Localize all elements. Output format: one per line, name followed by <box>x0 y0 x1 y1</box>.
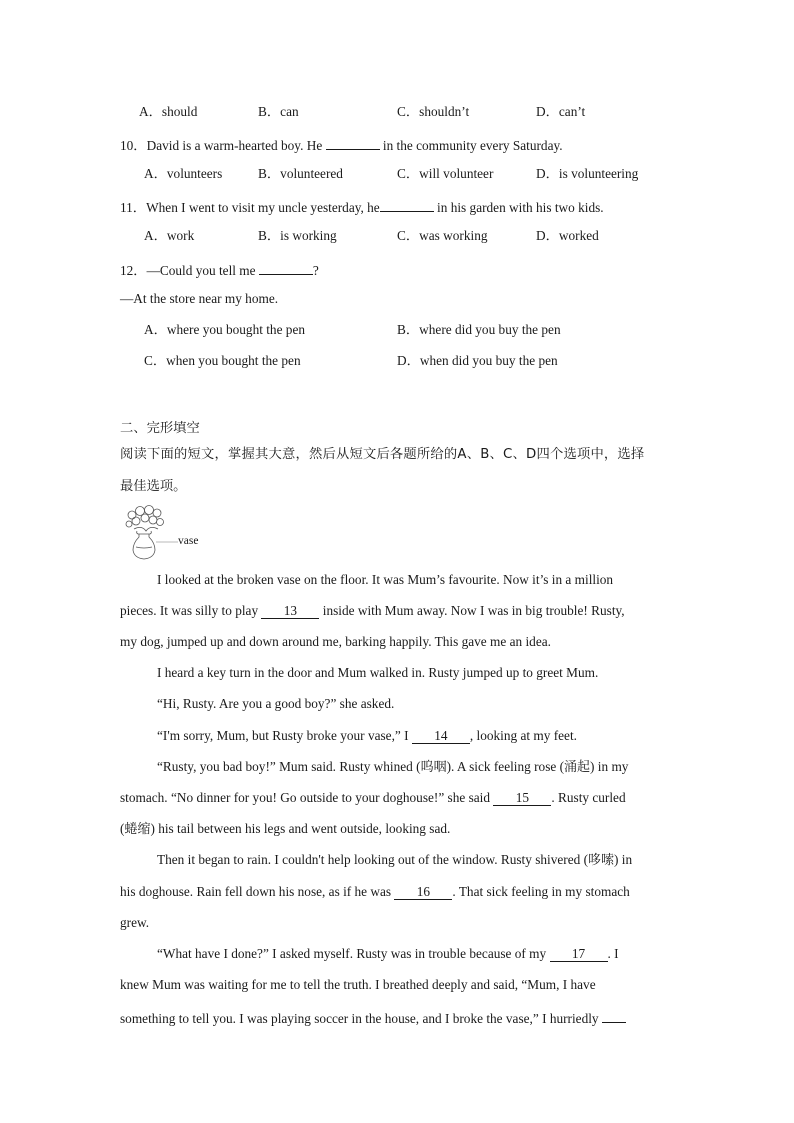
q12-option-c: C．when you bought the pen <box>144 353 301 368</box>
section-title: 二、完形填空 <box>120 421 200 436</box>
gloss-curl: 蜷缩 <box>124 822 151 837</box>
q11-stem <box>120 197 604 216</box>
q11-option-b: B．is working <box>258 228 337 243</box>
passage-text: . I <box>607 946 619 961</box>
q11-blank <box>380 197 434 212</box>
passage-p7-line1 <box>157 946 619 962</box>
q12-option-b: B．where did you buy the pen <box>397 322 561 337</box>
passage-p6-line2 <box>120 884 630 900</box>
passage-p3: “Hi, Rusty. Are you a good boy?” she asked. <box>157 696 395 711</box>
q9-option-d: D．can’t <box>536 104 586 119</box>
gloss-rise: 涌起 <box>564 760 591 775</box>
passage-text: his doghouse. Rain fell down his nose, as if he was <box>120 884 395 899</box>
passage-text: “Rusty, you bad boy!” Mum said. Rusty whined ( <box>157 759 421 774</box>
section-instruction-line1: 阅读下面的短文，掌握其大意，然后从短文后各题所给的A、B、C、D四个选项中，选择 <box>120 447 645 462</box>
q11-option-c: C．was working <box>397 228 488 243</box>
blank-15: 15 <box>493 790 551 806</box>
q9-option-b: B．can <box>258 104 299 119</box>
passage-text: Then it began to rain. I couldn't help looking out of the window. Rusty shivered ( <box>157 852 589 867</box>
q10-option-c: C．will volunteer <box>397 166 494 181</box>
q10-stem-after: in the community every Saturday. <box>379 138 563 153</box>
blank-13: 13 <box>261 603 319 619</box>
passage-text: ) in my <box>590 759 629 774</box>
q9-option-c: C．shouldn’t <box>397 104 470 119</box>
q10-option-b: B．volunteered <box>258 166 343 181</box>
passage-p5-line1 <box>157 759 628 776</box>
q12-blank <box>259 260 313 275</box>
passage-p6-line3: grew. <box>120 915 150 930</box>
q11-stem-after: in his garden with his two kids. <box>433 200 604 215</box>
q10-option-a: A．volunteers <box>144 166 223 181</box>
q9-option-a: A．should <box>139 104 198 119</box>
q10-blank <box>326 135 380 150</box>
blank-18 <box>602 1008 626 1023</box>
passage-p1-line1: I looked at the broken vase on the floor. It was Mum’s favourite. Now it’s in a million <box>157 572 614 587</box>
passage-p2: I heard a key turn in the door and Mum walked in. Rusty jumped up to greet Mum. <box>157 665 599 680</box>
passage-text: . That sick feeling in my stomach <box>452 884 630 899</box>
q10-stem <box>120 135 563 154</box>
q10-stem-before: 10．David is a warm-hearted boy. He <box>120 138 326 153</box>
passage-text: pieces. It was silly to play <box>120 603 262 618</box>
passage-text: stomach. “No dinner for you! Go outside to your doghouse!” she said <box>120 790 494 805</box>
blank-14: 14 <box>412 728 470 744</box>
passage-text: “I'm sorry, Mum, but Rusty broke your vase,” I <box>157 728 412 743</box>
passage-p1-line3: my dog, jumped up and down around me, barking happily. This gave me an idea. <box>120 634 551 649</box>
passage-p4 <box>157 728 577 744</box>
q11-option-d: D．worked <box>536 228 599 243</box>
blank-17: 17 <box>550 946 608 962</box>
q12-stem-after: ? <box>312 263 319 278</box>
passage-p6-line1 <box>157 852 632 869</box>
passage-p5-line2 <box>120 790 626 806</box>
passage-text: inside with Mum away. Now I was in big trouble! Rusty, <box>319 603 625 618</box>
blank-16: 16 <box>394 884 452 900</box>
passage-text: “What have I done?” I asked myself. Rusty was in trouble because of my <box>157 946 550 961</box>
q12-stem <box>120 260 319 279</box>
section-instruction-line2: 最佳选项。 <box>120 479 187 494</box>
passage-p1-line2 <box>120 603 625 619</box>
q12-stem-before: 12．—Could you tell me <box>120 263 259 278</box>
gloss-whine: 呜咽 <box>420 760 447 775</box>
gloss-shiver: 哆嗦 <box>588 853 615 868</box>
passage-p7-line3 <box>120 1008 626 1027</box>
passage-text: ) in <box>614 852 633 867</box>
q11-option-a: A．work <box>144 228 195 243</box>
passage-text: , looking at my feet. <box>469 728 577 743</box>
passage-text: his tail between his legs and went outside, looking sad. <box>154 821 451 836</box>
vase-label: vase <box>178 535 199 547</box>
q12-answer-line: —At the store near my home. <box>120 291 279 306</box>
passage-text: something to tell you. I was playing soccer in the house, and I broke the vase,” I hurriedly <box>120 1011 599 1026</box>
passage-p5-line3: (蜷缩) his tail between his legs and went outside, looking sad. <box>120 821 451 837</box>
vase-illustration <box>120 503 180 563</box>
q11-stem-before: 11．When I went to visit my uncle yesterday, he <box>120 200 380 215</box>
q12-option-d: D．when did you buy the pen <box>397 353 558 368</box>
q12-option-a: A．where you bought the pen <box>144 322 306 337</box>
passage-p7-line2: knew Mum was waiting for me to tell the truth. I breathed deeply and said, “Mum, I have <box>120 977 596 992</box>
q10-option-d: D．is volunteering <box>536 166 639 181</box>
passage-text: ). A sick feeling rose ( <box>446 759 565 774</box>
passage-text: . Rusty curled <box>551 790 626 805</box>
